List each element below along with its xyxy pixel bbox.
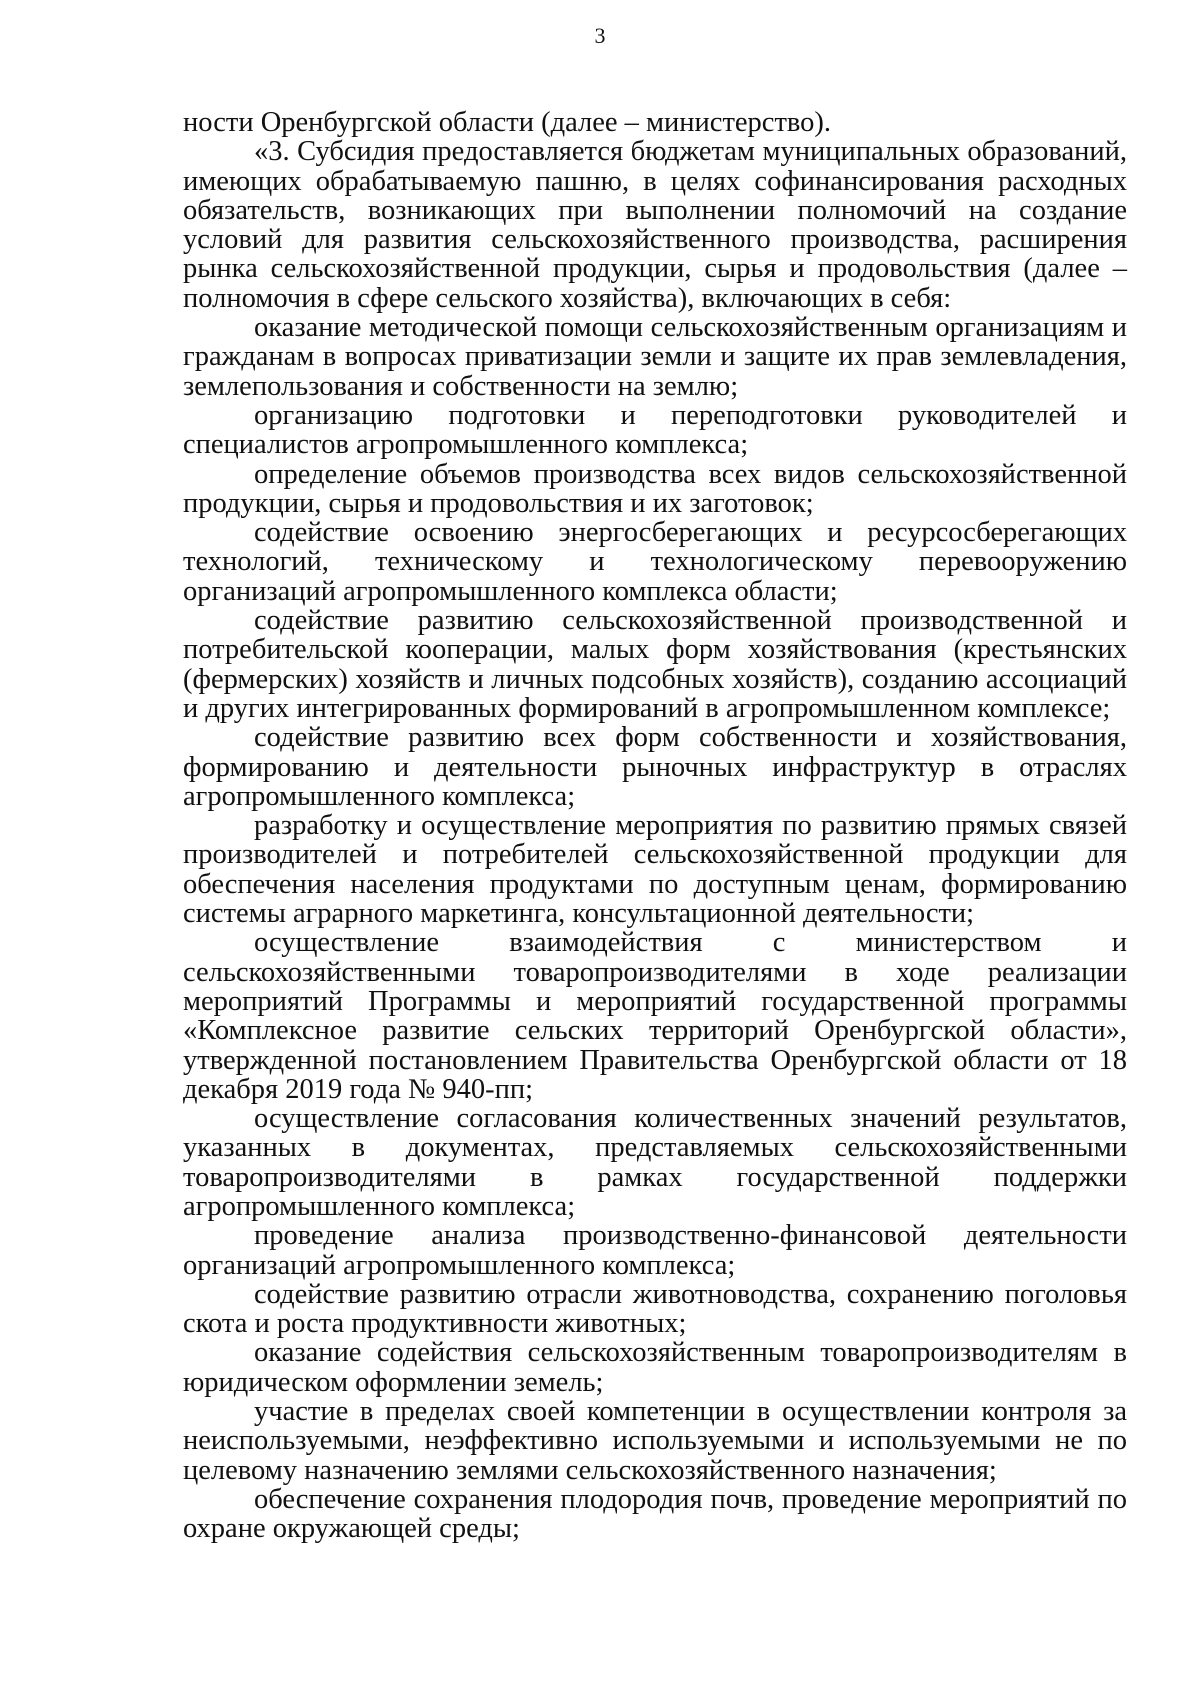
list-item: оказание содействия сельскохозяйственным товаропроизводителям в юридическом оформлении земель; [183,1337,1127,1398]
page-number: 3 [594,23,606,48]
list-item: содействие развитию сельскохозяйственной производственной и потребительской кооперации, малых форм хозяйствования (крестьянских (фермерских) хозяйств и личных подсобных хозяйств), созданию ассоциаций и других интегрированных формирований в агропромышленном комплексе; [183,605,1127,724]
list-item: организацию подготовки и переподготовки руководителей и специалистов агропромышленного комплекса; [183,399,1127,461]
paragraph-continuation: ности Оренбургской области (далее – министерство). [183,107,832,138]
list-item: участие в пределах своей компетенции в осуществлении контроля за неиспользуемыми, неэффективно используемыми и используемыми не по целевому назначению землями сельскохозяйственного назначения; [183,1396,1127,1486]
list-item: содействие развитию отрасли животноводства, сохранению поголовья скота и роста продуктивности животных; [183,1278,1127,1340]
list-item: осуществление согласования количественных значений результатов, указанных в документах, представляемых сельскохозяйственными товаропроизводителями в рамках государственной поддержки агропромышленного комплекса; [183,1103,1127,1222]
list-item: обеспечение сохранения плодородия почв, проведение мероприятий по охране окружающей среды; [183,1483,1127,1545]
list-item: содействие освоению энергосберегающих и ресурсосберегающих технологий, техническому и технологическому перевооружению организаций агропромышленного комплекса области; [183,517,1127,607]
list-item: осуществление взаимодействия с министерством и сельскохозяйственными товаропроизводителями в ходе реализации мероприятий Программы и мероприятий государственной программы «Комплексное развитие сельских территорий Оренбургской области», утвержденной постановлением Правительства Оренбургской области от 18 декабря 2019 года № 940-пп; [183,927,1127,1105]
paragraph-clause-3: «3. Субсидия предоставляется бюджетам муниципальных образований, имеющих обрабатываемую пашню, в целях софинансирования расходных обязательств, возникающих при выполнении полномочий на создание условий для развития сельскохозяйственного производства, расширения рынка сельскохозяйственной продукции, сырья и продовольствия (далее – полномочия в сфере сельского хозяйства), включающих в себя: [183,136,1127,314]
list-item: определение объемов производства всех видов сельскохозяйственной продукции, сырья и продовольствия и их заготовок; [183,458,1127,519]
list-item: оказание методической помощи сельскохозяйственным организациям и гражданам в вопросах приватизации земли и защите их прав землевладения, землепользования и собственности на землю; [183,312,1127,402]
document-body [183,108,1127,1544]
list-item: разработку и осуществление мероприятия по развитию прямых связей производителей и потребителей сельскохозяйственной продукции для обеспечения населения продуктами по доступным ценам, формированию системы аграрного маркетинга, консультационной деятельности; [183,810,1127,930]
list-item: проведение анализа производственно-финансовой деятельности организаций агропромышленного комплекса; [183,1220,1127,1281]
list-item: содействие развитию всех форм собственности и хозяйствования, формированию и деятельности рыночных инфраструктур в отраслях агропромышленного комплекса; [183,722,1127,812]
